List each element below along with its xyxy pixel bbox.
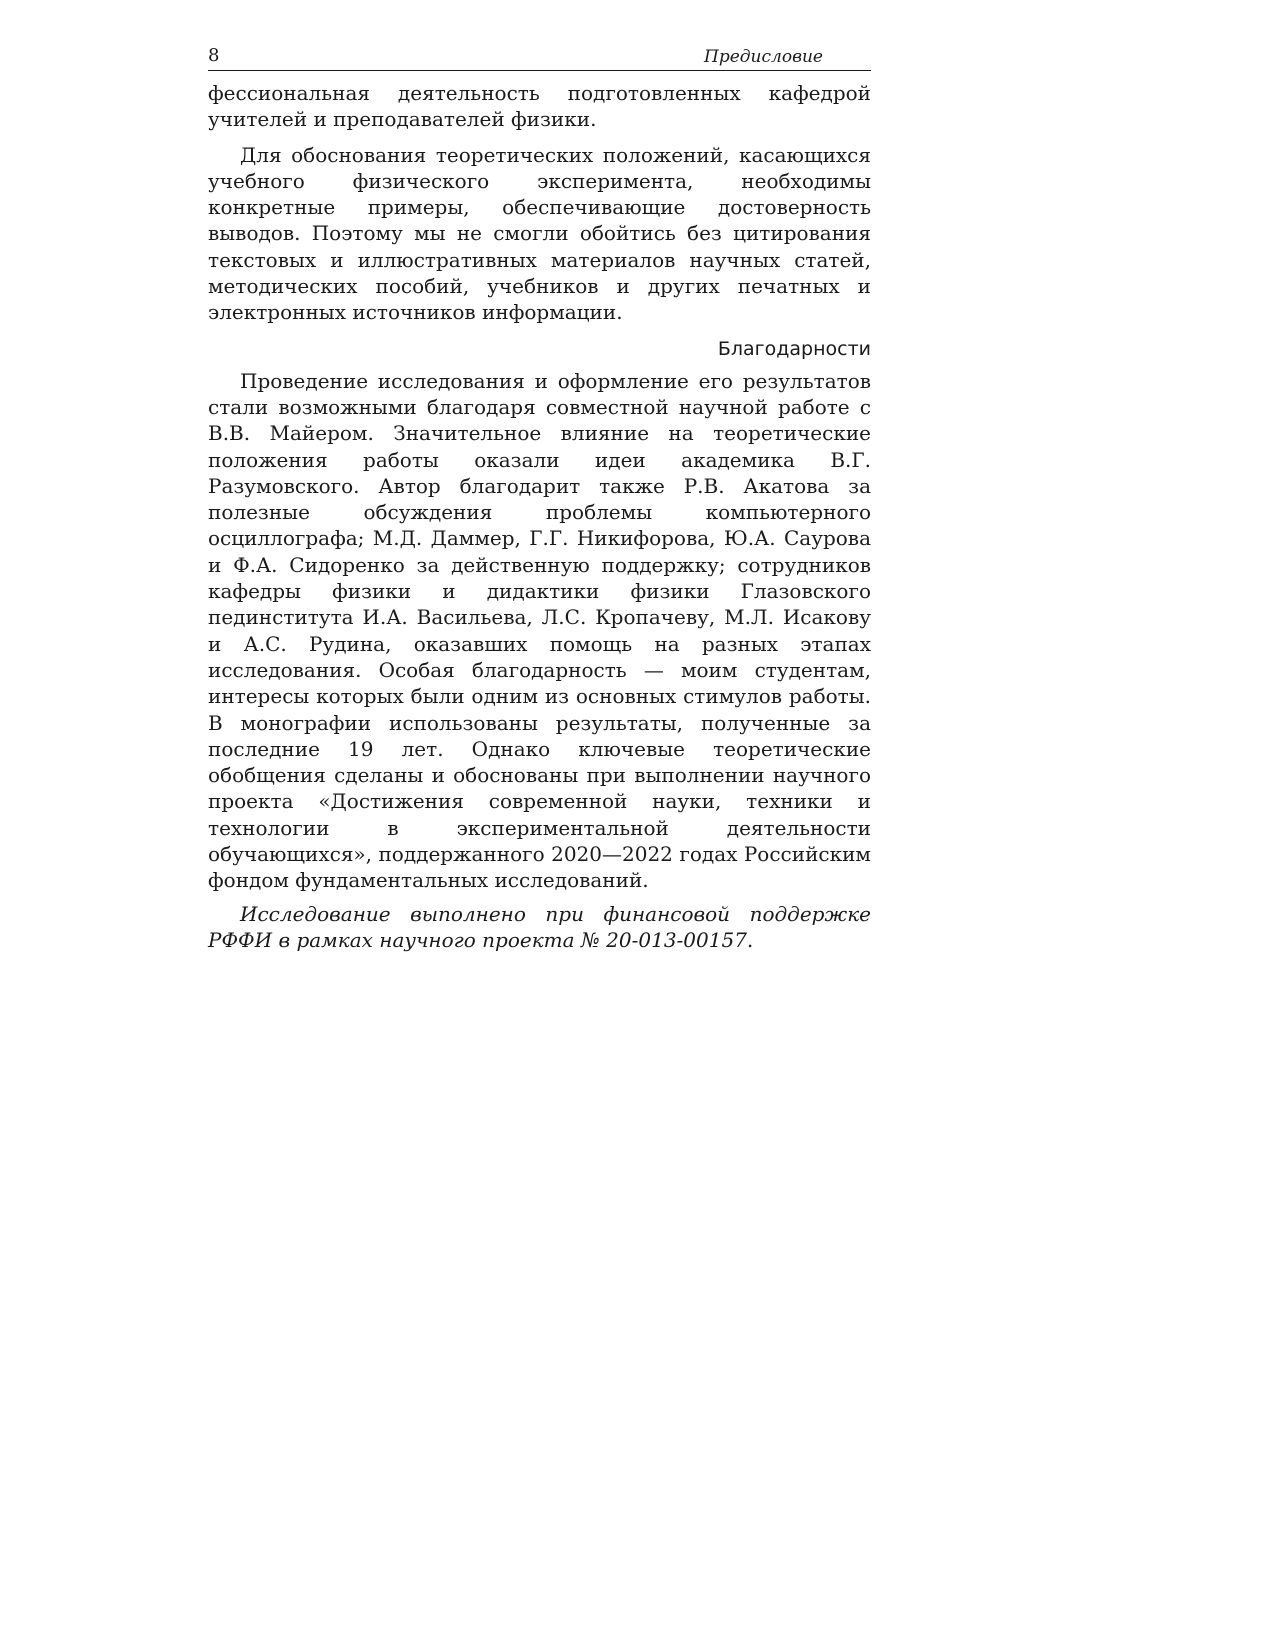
paragraph-continued: фессиональная деятельность подготовленных кафедрой учителей и преподавателей физики. bbox=[208, 81, 871, 132]
funding-note: Исследование выполнено при финансовой поддержке РФФИ в рамках научного проекта № 20-013-00157. bbox=[208, 901, 871, 952]
paragraph-citations: Для обоснования теоретических положений, касающихся учебного физического эксперимента, необходимы конкретные примеры, обеспечивающие достоверность выводов. Поэтому мы не смогли обойтись без цитирования текстовых и иллюстративных материалов научных статей, методических пособий, учебников и других печатных и электронных источников информации. bbox=[208, 142, 871, 325]
body-text bbox=[208, 80, 871, 953]
paragraph-acknowledgements: Проведение исследования и оформление его результатов стали возможными благодаря совместной научной работе с В.В. Майером. Значительное влияние на теоретические положения работы оказали идеи академика В.Г. Разумовского. Автор благодарит также Р.В. Акатова за полезные обсуждения проблемы компьютерного осциллографа; М.Д. Даммер, Г.Г. Никифорова, Ю.А. Саурова и Ф.А. Сидоренко за действенную поддержку; сотрудников кафедры физики и дидактики физики Глазовского пединститута И.А. Васильева, Л.С. Кропачеву, М.Л. Исакову и А.С. Рудина, оказавших помощь на разных этапах исследования. Особая благодарность — моим студентам, интересы которых были одним из основных стимулов работы. В монографии использованы результаты, полученные за последние 19 лет. Однако ключевые теоретические обобщения сделаны и обоснованы при выполнении научного проекта «Достижения современной науки, техники и технологии в экспериментальной деятельности обучающихся», поддержанного 2020—2022 годах Российским фондом фундаментальных исследований. bbox=[208, 368, 871, 893]
section-heading-acknowledgements: Благодарности bbox=[717, 337, 871, 360]
page-number: 8 bbox=[208, 45, 220, 66]
running-title: Предисловие bbox=[704, 47, 823, 67]
running-header bbox=[208, 44, 871, 71]
